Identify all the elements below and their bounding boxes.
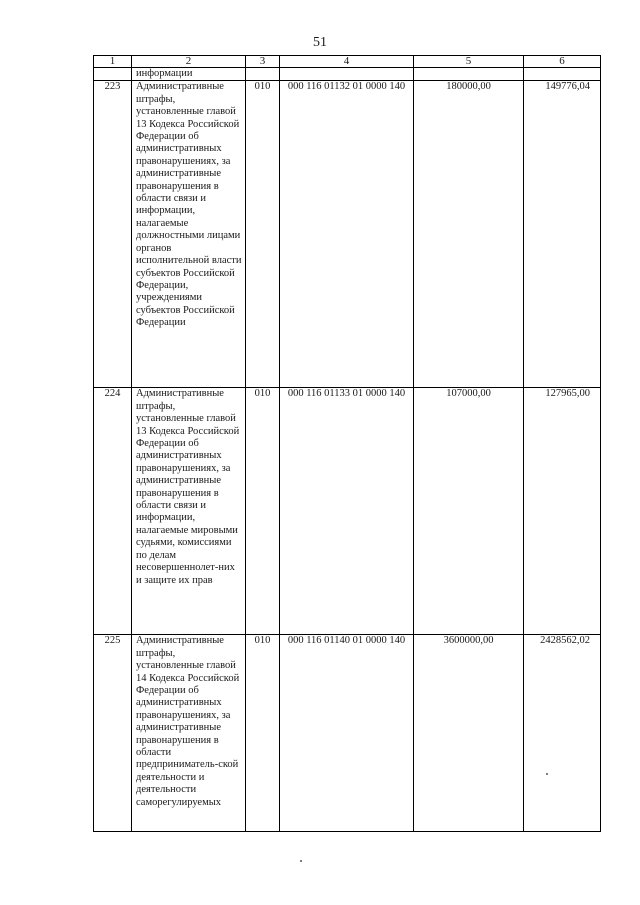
row-code-cell: 010: [246, 81, 280, 388]
table-row: [94, 81, 601, 388]
row-number-cell: 224: [94, 388, 132, 635]
column-header: 5: [414, 56, 524, 68]
row-name-cell: Административные штрафы, установленные главой 13 Кодекса Российской Федерации об административных правонарушениях, за административные правонарушения в области связи и информации, налагаемые должностными лицами органов исполнительной власти субъектов Российской Федерации, учреждениями субъектов Российской Федерации: [132, 81, 246, 388]
column-header: 2: [132, 56, 246, 68]
table-row: [94, 635, 601, 832]
row-fact-cell: 2428562,02: [524, 635, 601, 832]
table-row: [94, 388, 601, 635]
row-kbk-cell: 000 116 01140 01 0000 140: [280, 635, 414, 832]
table-row-continuation: [94, 68, 601, 81]
row-kbk-cell: 000 116 01132 01 0000 140: [280, 81, 414, 388]
row-kbk-cell: 000 116 01133 01 0000 140: [280, 388, 414, 635]
budget-table: [93, 55, 601, 832]
scan-speck: [300, 860, 302, 862]
row-plan-cell: 180000,00: [414, 81, 524, 388]
row-fact-cell: 127965,00: [524, 388, 601, 635]
row-code-cell: 010: [246, 635, 280, 832]
column-header: 6: [524, 56, 601, 68]
row-code-cell: 010: [246, 388, 280, 635]
column-header: 4: [280, 56, 414, 68]
row-plan-cell: 107000,00: [414, 388, 524, 635]
page-number: 51: [313, 35, 327, 50]
column-header: 1: [94, 56, 132, 68]
row-number-cell: 225: [94, 635, 132, 832]
row-name-cell: Административные штрафы, установленные главой 14 Кодекса Российской Федерации об административных правонарушениях, за административные правонарушения в области предприниматель-ской деятельности и деятельности саморегулируемых: [132, 635, 246, 832]
row-plan-cell: 3600000,00: [414, 635, 524, 832]
row-name-cell: информации: [132, 68, 246, 81]
table-header-row: [94, 56, 601, 68]
row-number-cell: 223: [94, 81, 132, 388]
scan-speck: [546, 773, 548, 775]
column-header: 3: [246, 56, 280, 68]
row-fact-cell: 149776,04: [524, 81, 601, 388]
row-name-cell: Административные штрафы, установленные главой 13 Кодекса Российской Федерации об административных правонарушениях, за административные правонарушения в области связи и информации, налагаемые мировыми судьями, комиссиями по делам несовершеннолет-них и защите их прав: [132, 388, 246, 635]
